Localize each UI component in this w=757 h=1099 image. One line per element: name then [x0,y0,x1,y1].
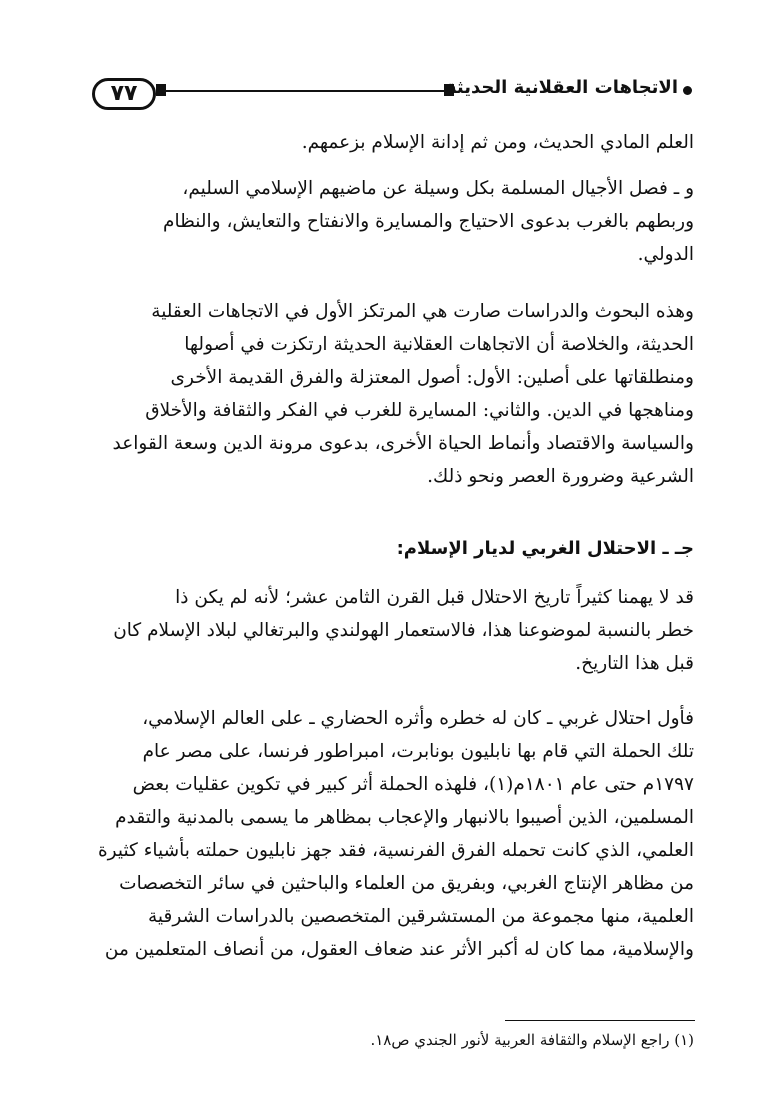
text-line: والإسلامية، مما كان له أكبر الأثر عند ضعاف العقول، من أنصاف المتعلمين من [104,939,694,960]
header-rule [156,90,452,92]
text-line: العلمية، منها مجموعة من المستشرقين المتخصصين بالدراسات الشرقية [148,906,694,927]
paragraph-5 [74,702,694,966]
paragraph-3 [74,295,694,493]
text-line: العلم المادي الحديث، ومن ثم إدانة الإسلام بزعمهم. [301,132,694,153]
text-line: قد لا يهمنا كثيراً تاريخ الاحتلال قبل القرن الثامن عشر؛ لأنه لم يكن ذا [175,587,694,608]
text-line: من مظاهر الإنتاج الغربي، وبفريق من العلماء والباحثين في سائر التخصصات [119,873,694,894]
text-line: وهذه البحوث والدراسات صارت هي المرتكز الأول في الاتجاهات العقلية [151,301,694,322]
paragraph-1 [74,126,694,159]
paragraph-2 [74,172,694,271]
text-line: الشرعية وضرورة العصر ونحو ذلك. [427,466,694,487]
text-line: العلمي، الذي كانت تحمله الفرق الفرنسية، فقد جهز نابليون حملته بأشياء كثيرة [97,840,694,861]
text-line: الدولي. [637,244,694,265]
text-line: الحديثة، والخلاصة أن الاتجاهات العقلانية الحديثة ارتكزت في أصولها [184,334,694,355]
text-line: قبل هذا التاريخ. [575,653,694,674]
footnote-divider [505,1020,695,1021]
text-line: وربطهم بالغرب بدعوى الاحتياج والمسايرة والانفتاح والتعايش، والنظام [163,211,694,232]
footnote: (١) راجع الإسلام والثقافة العربية لأنور الجندي ص١٨. [370,1031,694,1049]
text-line: ومنطلقاتها على أصلين: الأول: أصول المعتزلة والفرق القديمة الأخرى [170,367,694,388]
text-line: فأول احتلال غربي ـ كان له خطره وأثره الحضاري ـ على العالم الإسلامي، [142,708,694,729]
text-line: و ـ فصل الأجيال المسلمة بكل وسيلة عن ماضيهم الإسلامي السليم، [182,178,694,199]
text-line: المسلمين، الذين أصيبوا بالانبهار والإعجاب بمظاهر ما يسمى بالمدنية والتقدم [115,807,694,828]
section-heading: جـ ـ الاحتلال الغربي لديار الإسلام: [396,538,694,559]
page-number: ٧٧ [92,78,156,110]
running-header [92,76,692,110]
text-line: والسياسة والاقتصاد وأنماط الحياة الأخرى، بدعوى مرونة الدين وسعة القواعد [112,433,694,454]
header-title: الاتجاهات العقلانية الحديثة [446,77,678,98]
paragraph-4 [74,581,694,680]
text-line: تلك الحملة التي قام بها نابليون بونابرت، امبراطور فرنسا، على مصر عام [142,741,694,762]
text-line: ومناهجها في الدين. والثاني: المسايرة للغرب في الفكر والثقافة والأخلاق [145,400,694,421]
header-bullet-icon [683,86,692,95]
text-line: خطر بالنسبة لموضوعنا هذا، فالاستعمار الهولندي والبرتغالي لبلاد الإسلام كان [113,620,694,641]
text-line: ١٧٩٧م حتى عام ١٨٠١م(١)، فلهذه الحملة أثر كبير في تكوين عقليات بعض [132,774,694,795]
